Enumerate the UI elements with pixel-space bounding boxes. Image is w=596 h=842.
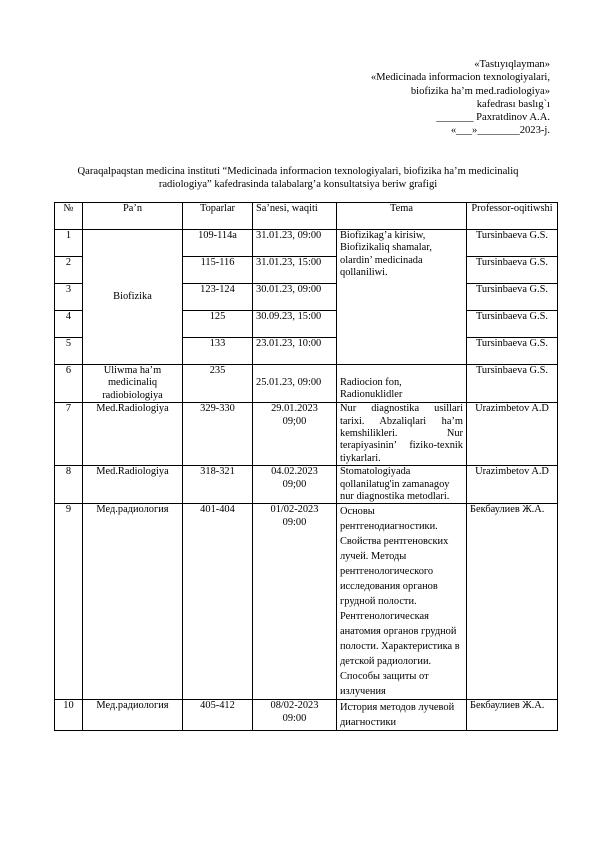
row-date: 25.01.23, 09:00 (253, 365, 337, 403)
row-group: 318-321 (183, 466, 253, 504)
row-subject: Med.Radiologiya (83, 466, 183, 504)
approval-line: biofizika ha’m med.radiologiya» (410, 85, 550, 97)
approval-line: «___»________2023-j. (450, 125, 550, 137)
row-group: 235 (183, 365, 253, 403)
row-group: 109-114a (183, 230, 253, 257)
row-topic: Stomatologiyada qollanilatug'in zamanagoy nur diagnostika metodlari. (337, 466, 467, 504)
row-date: 30.01.23, 09:00 (253, 284, 337, 311)
table-header-row (55, 203, 558, 230)
row-subject: Uliwma ha’m medicinaliq radiobiologiya (83, 365, 183, 403)
consultation-table (54, 202, 558, 731)
approval-line: «Medicinada informacion texnologiyalari, (370, 72, 550, 84)
row-date: 08/02-2023 09:00 (253, 700, 337, 731)
approval-line: «Tastıyıqlayman» (474, 59, 550, 70)
header-professor: Professor-oqitiwshi (467, 203, 558, 230)
row-date: 30.09.23, 15:00 (253, 311, 337, 338)
row-topic: Основы рентгенодиагностики. Свойства рентгеновских лучей. Методы рентгенологического исследования органов грудной полости. Рентгенологическая анатомия органов грудной полости. Характеристика в детской радиологии. Способы защиты от излучения (337, 504, 467, 700)
row-subject: Biofizika (83, 230, 183, 365)
row-group: 401-404 (183, 504, 253, 700)
row-subject: Мед.радиология (83, 504, 183, 700)
table-row (55, 466, 558, 504)
table-row (55, 403, 558, 466)
row-group: 125 (183, 311, 253, 338)
row-group: 115-116 (183, 257, 253, 284)
row-professor: Urazimbetov A.D (467, 403, 558, 466)
row-group: 405-412 (183, 700, 253, 731)
header-groups: Toparlar (183, 203, 253, 230)
header-no: № (55, 203, 83, 230)
row-no: 7 (55, 403, 83, 466)
approval-line: kafedrası baslıg`ı (476, 98, 550, 110)
row-professor: Tursinbaeva G.S. (467, 257, 558, 284)
row-topic: История методов лучевой диагностики (337, 700, 467, 731)
table-row (55, 230, 558, 257)
table-row (55, 365, 558, 403)
row-no: 8 (55, 466, 83, 504)
row-professor: Urazimbetov A.D (467, 466, 558, 504)
approval-block (250, 58, 550, 138)
header-subject: Pa’n (83, 203, 183, 230)
row-topic: Biofizikag’a kirisiw, Biofizikaliq shamalar, olardin’ medicinada qollaniliwi. (337, 230, 467, 365)
row-professor: Tursinbaeva G.S. (467, 311, 558, 338)
row-no: 1 (55, 230, 83, 257)
header-date: Sa’nesi, waqiti (253, 203, 337, 230)
approval-line: _______ Paxratdinov A.A. (436, 112, 550, 124)
row-no: 5 (55, 338, 83, 365)
row-professor: Tursinbaeva G.S. (467, 230, 558, 257)
table-row (55, 700, 558, 731)
row-group: 133 (183, 338, 253, 365)
row-group: 123-124 (183, 284, 253, 311)
row-no: 9 (55, 504, 83, 700)
row-date: 29.01.2023 09;00 (253, 403, 337, 466)
row-subject: Med.Radiologiya (83, 403, 183, 466)
row-subject: Мед.радиология (83, 700, 183, 731)
row-date: 31.01.23, 09:00 (253, 230, 337, 257)
row-date: 23.01.23, 10:00 (253, 338, 337, 365)
row-date: 31.01.23, 15:00 (253, 257, 337, 284)
row-professor: Бекбаулиев Ж.А. (467, 700, 558, 731)
row-group: 329-330 (183, 403, 253, 466)
row-professor: Бекбаулиев Ж.А. (467, 504, 558, 700)
row-date: 04.02.2023 09;00 (253, 466, 337, 504)
table-row (55, 504, 558, 700)
row-no: 10 (55, 700, 83, 731)
row-topic: Nur diagnostika usillari tarixi. Abzaliqlari ha’m kemshilikleri. Nur terapiyasinin’ fiziko-texnik tiykarlari. (337, 403, 467, 466)
row-date: 01/02-2023 09:00 (253, 504, 337, 700)
row-no: 3 (55, 284, 83, 311)
row-topic: Radiocion fon, Radionuklidler (337, 365, 467, 403)
row-professor: Tursinbaeva G.S. (467, 284, 558, 311)
header-topic: Tema (337, 203, 467, 230)
row-no: 2 (55, 257, 83, 284)
row-no: 6 (55, 365, 83, 403)
document-title: Qaraqalpaqstan medicina instituti “Medicinada informacion texnologiyalari, biofizika ha’m medicinaliq radiologiya” kafedrasinda talabalarg’a konsultatsiya beriw grafigi (77, 166, 519, 190)
row-professor: Tursinbaeva G.S. (467, 365, 558, 403)
row-professor: Tursinbaeva G.S. (467, 338, 558, 365)
row-no: 4 (55, 311, 83, 338)
